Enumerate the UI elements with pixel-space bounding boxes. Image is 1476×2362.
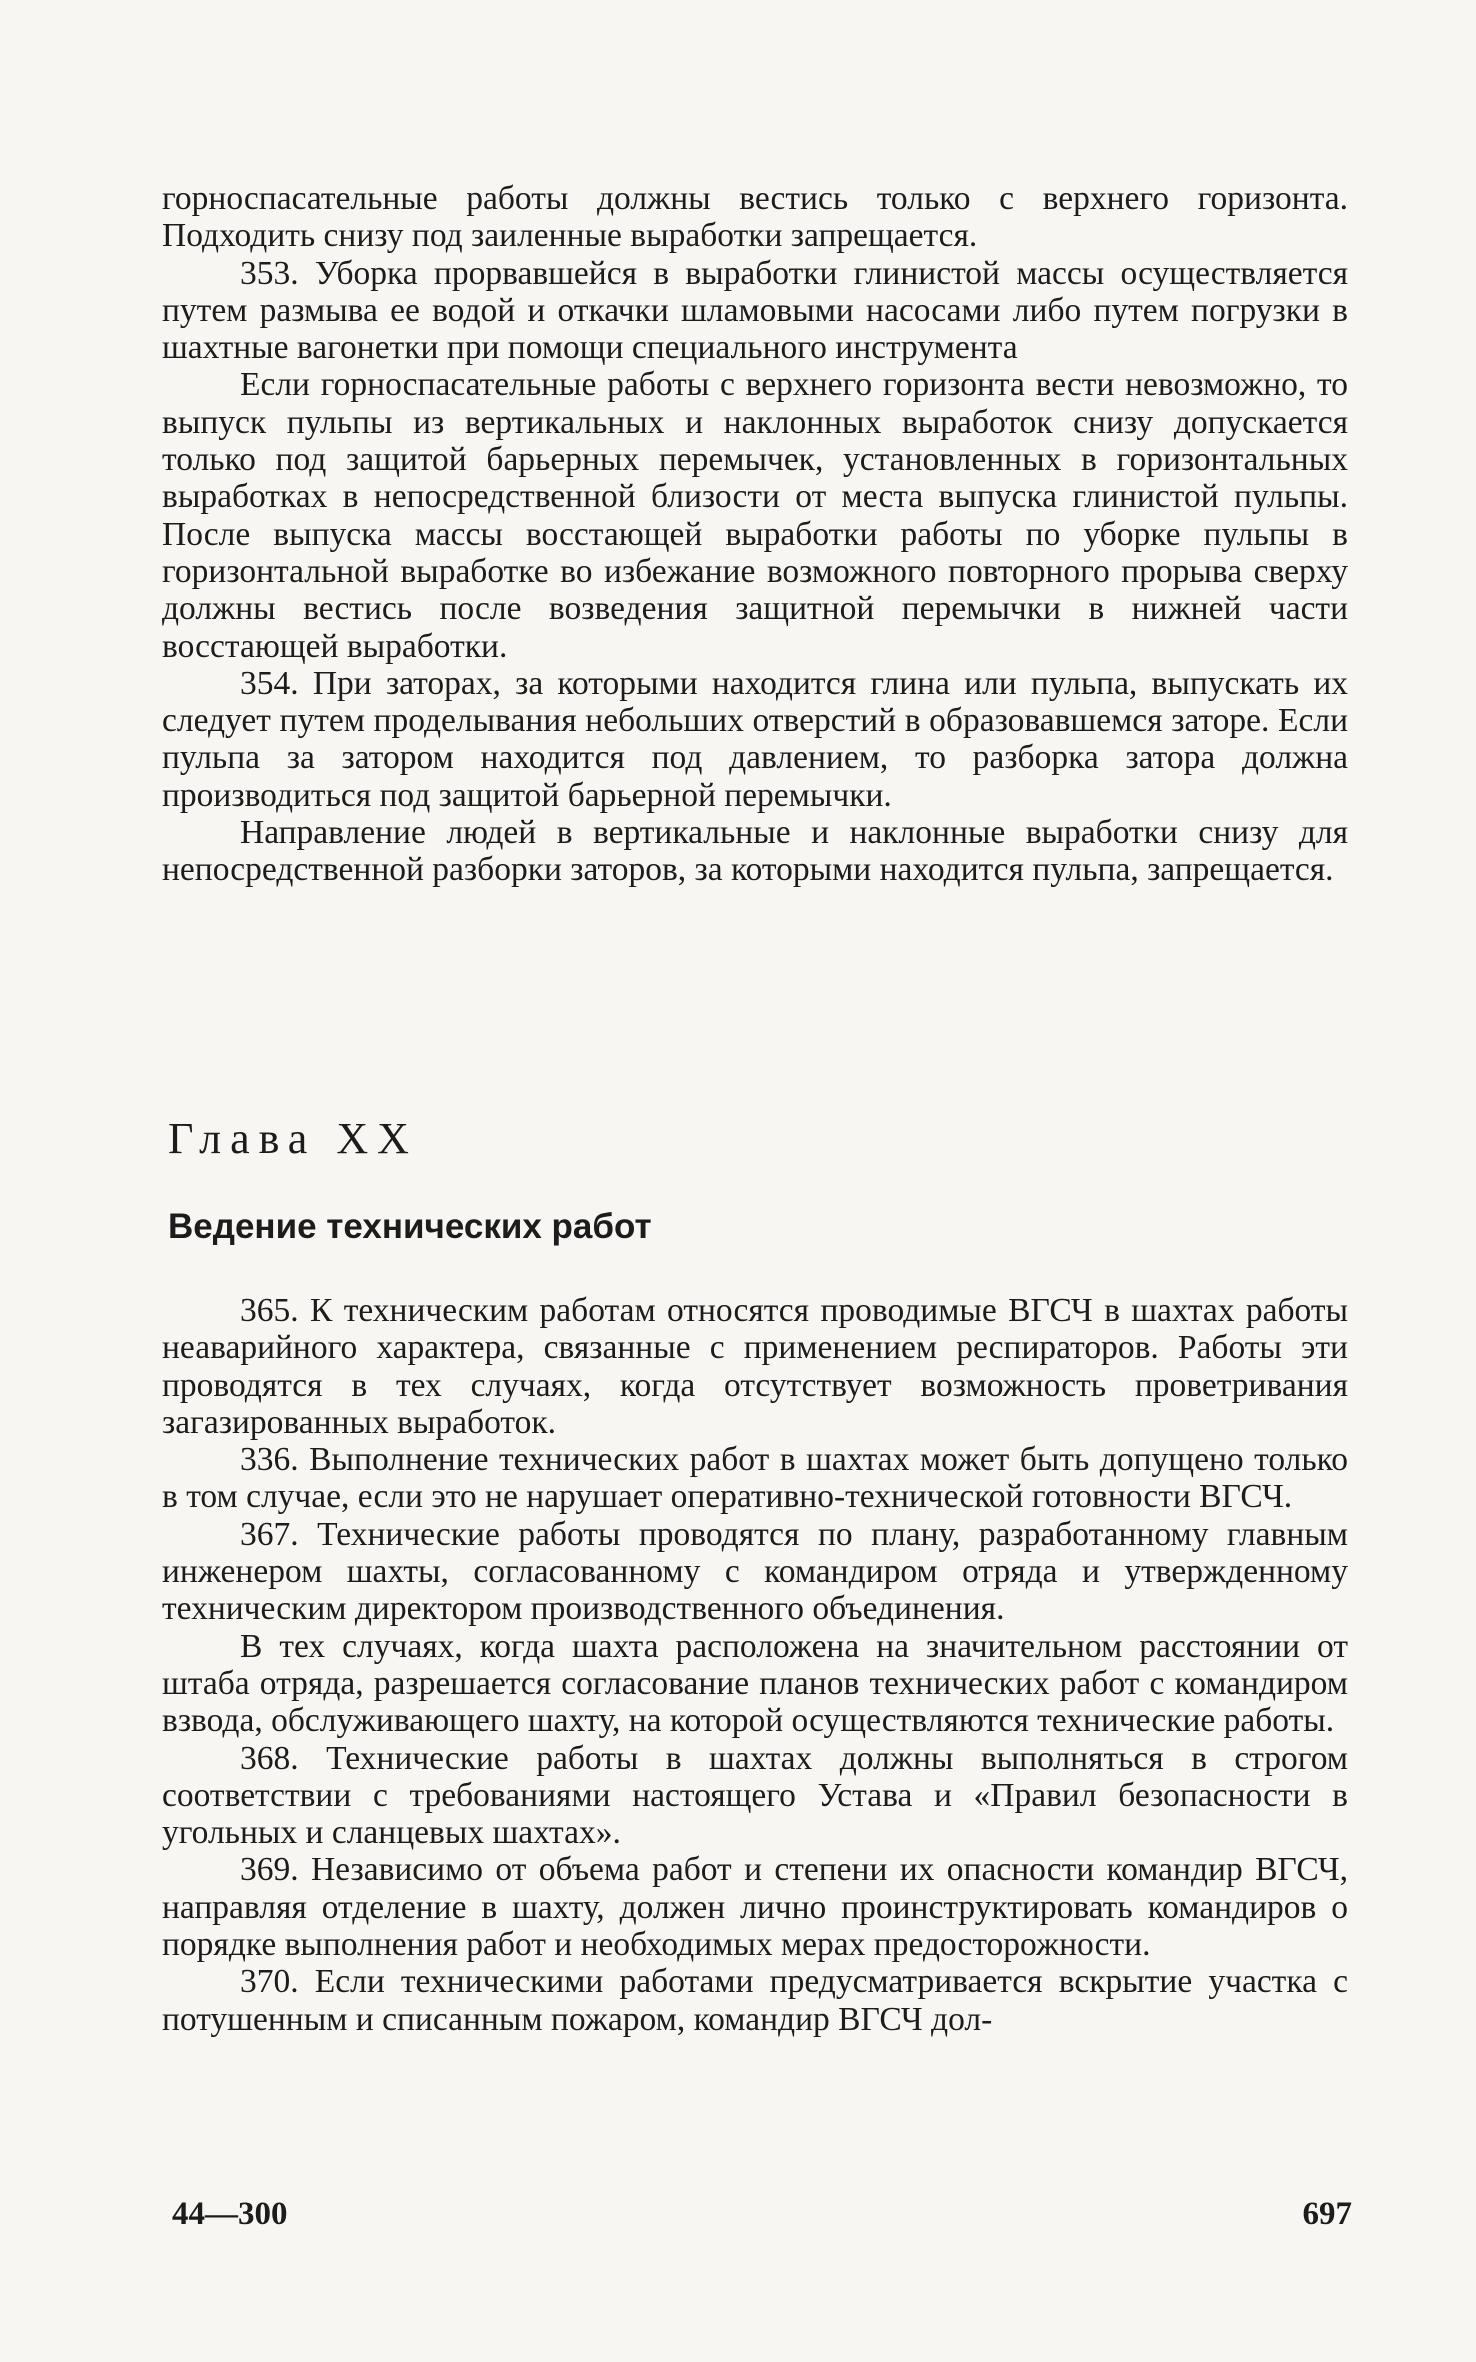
paragraph-354: 354. При заторах, за которыми находится глина или пульпа, выпускать их следует путем проделывания небольших отверстий в образовавшемся заторе. Если пульпа за затором находится под давлением, то разборка затора должна производиться под защитой барьерной перемычки. bbox=[162, 664, 1348, 814]
top-text-block bbox=[162, 180, 1348, 889]
paragraph-353: 353. Уборка прорвавшейся в выработки глинистой массы осуществляется путем размыва ее водой и откачки шламовыми насосами либо путем погрузки в шахтные вагонетки при помощи специального инструмента bbox=[162, 254, 1348, 367]
paragraph-353-cont: Если горноспасательные работы с верхнего горизонта вести невозможно, то выпуск пульпы из вертикальных и наклонных выработок снизу допускается только под защитой барьерных перемычек, установленных в горизонтальных выработках в непосредственной близости от места выпуска глинистой пульпы. После выпуска массы восстающей выработки работы по уборке пульпы в горизонтальной выработке во избежание возможного повторного прорыва сверху должны вестись после возведения защитной перемычки в нижней части восстающей выработки. bbox=[162, 366, 1348, 665]
paragraph-336: 336. Выполнение технических работ в шахтах может быть допущено только в том случае, если это не нарушает оперативно-технической готовности ВГСЧ. bbox=[162, 1441, 1348, 1516]
page-number: 697 bbox=[1302, 2196, 1352, 2232]
paragraph-365: 365. К техническим работам относятся проводимые ВГСЧ в шахтах работы неаварийного характера, связанные с применением респираторов. Работы эти проводятся в тех случаях, когда отсутствует возможность проветривания загазированных выработок. bbox=[162, 1292, 1348, 1441]
paragraph-368: 368. Технические работы в шахтах должны выполняться в строгом соответствии с требованиями настоящего Устава и «Правил безопасности в угольных и сланцевых шахтах». bbox=[162, 1739, 1348, 1852]
chapter-heading: Глава XX bbox=[168, 1114, 418, 1163]
paragraph-369: 369. Независимо от объема работ и степени их опасности командир ВГСЧ, направляя отделение в шахту, должен лично проинструктировать командиров о порядке выполнения работ и необходимых мерах предосторожности. bbox=[162, 1851, 1348, 1964]
printer-signature: 44—300 bbox=[172, 2196, 288, 2232]
paragraph-367: 367. Технические работы проводятся по плану, разработанному главным инженером шахты, согласованному с командиром отряда и утвержденному техническим директором производственного объединения. bbox=[162, 1515, 1348, 1628]
section-text-block bbox=[162, 1292, 1348, 2038]
section-title: Ведение технических работ bbox=[168, 1207, 652, 1246]
paragraph-370: 370. Если техническими работами предусматривается вскрытие участка с потушенным и списанным пожаром, командир ВГСЧ дол- bbox=[162, 1963, 1348, 2038]
paragraph-continuation: горноспасательные работы должны вестись только с верхнего горизонта. Подходить снизу под заиленные выработки запрещается. bbox=[162, 180, 1348, 255]
paragraph-367-cont: В тех случаях, когда шахта расположена на значительном расстоянии от штаба отряда, разрешается согласование планов технических работ с командиром взвода, обслуживающего шахту, на которой осуществляются технические работы. bbox=[162, 1627, 1348, 1740]
paragraph-354-cont: Направление людей в вертикальные и наклонные выработки снизу для непосредственной разборки заторов, за которыми находится пульпа, запрещается. bbox=[162, 814, 1348, 889]
